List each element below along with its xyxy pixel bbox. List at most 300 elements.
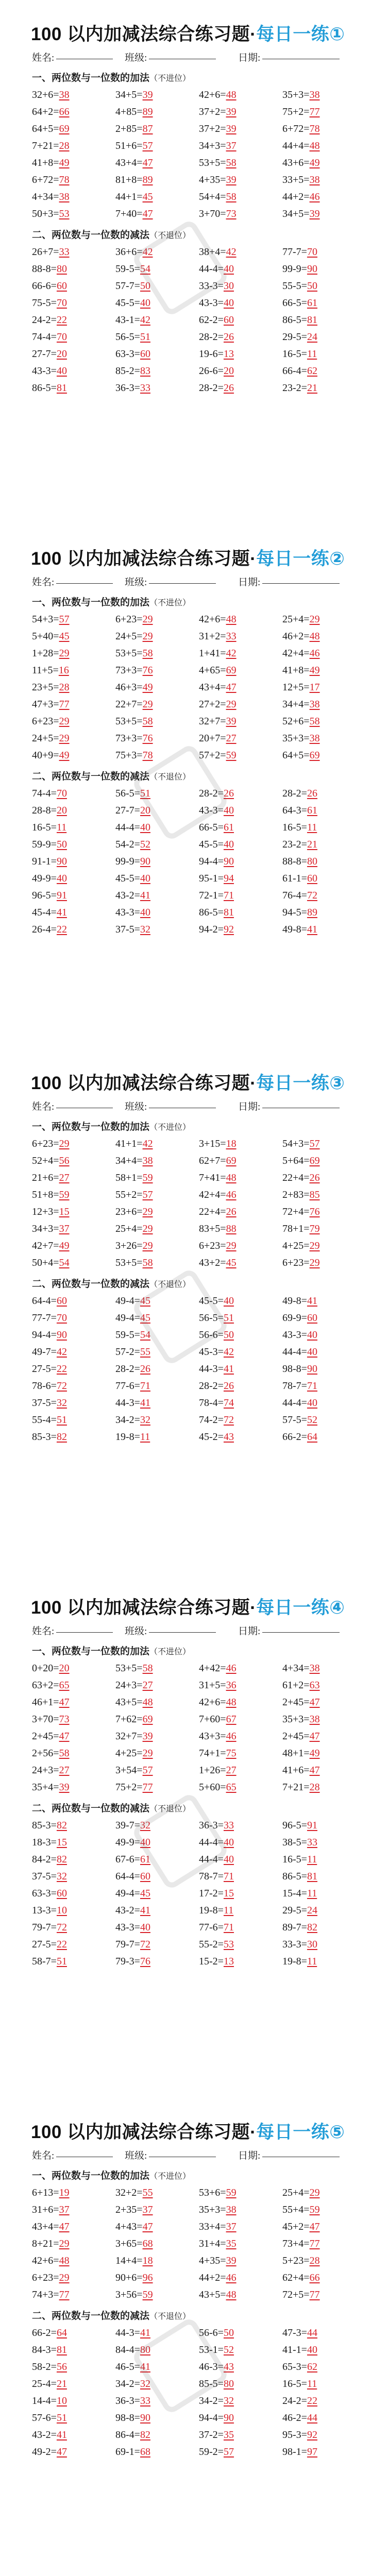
problem-row bbox=[32, 1920, 362, 1935]
problem-expression: 54+4= bbox=[199, 191, 226, 202]
problem-answer: 48 bbox=[226, 2289, 237, 2300]
problem-answer: 29 bbox=[226, 1240, 237, 1251]
problem-answer: 78 bbox=[59, 174, 70, 185]
subtraction-problem bbox=[115, 2444, 193, 2460]
problem-expression: 94-4= bbox=[199, 2412, 224, 2424]
addition-problem bbox=[199, 138, 276, 154]
problem-answer: 87 bbox=[142, 123, 153, 134]
problem-expression: 49-4= bbox=[115, 1312, 140, 1324]
problem-expression: 50+3= bbox=[32, 208, 59, 219]
problem-answer: 45 bbox=[59, 631, 70, 642]
problem-row bbox=[32, 2236, 362, 2251]
problem-answer: 69 bbox=[309, 1155, 320, 1166]
subtraction-problem bbox=[32, 244, 109, 260]
problem-answer: 28 bbox=[309, 2255, 320, 2266]
problem-expression: 28-2= bbox=[199, 382, 224, 394]
problem-expression: 57-6= bbox=[32, 2412, 57, 2424]
problem-expression: 11+5= bbox=[32, 665, 59, 676]
name-field[interactable] bbox=[32, 574, 113, 591]
problem-expression: 43-2= bbox=[115, 890, 140, 901]
problem-expression: 51+8= bbox=[32, 1189, 59, 1200]
problem-answer: 27 bbox=[59, 1765, 70, 1776]
problem-answer: 89 bbox=[307, 907, 317, 918]
problem-answer: 26 bbox=[223, 788, 234, 799]
problem-expression: 34+5= bbox=[282, 208, 310, 219]
problem-expression: 53+5= bbox=[115, 1663, 143, 1674]
problem-expression: 96-5= bbox=[32, 890, 57, 901]
problem-answer: 77 bbox=[59, 2289, 70, 2300]
subtraction-section-note: （不退位） bbox=[149, 2311, 191, 2321]
problem-expression: 27-7= bbox=[32, 348, 57, 360]
problem-answer: 42 bbox=[142, 246, 153, 258]
problem-answer: 51 bbox=[56, 1414, 67, 1426]
problem-answer: 13 bbox=[223, 1956, 234, 1967]
subtraction-problem bbox=[32, 363, 109, 379]
problem-expression: 5+60= bbox=[199, 1782, 226, 1793]
problem-answer: 52 bbox=[140, 839, 150, 850]
problem-answer: 47 bbox=[59, 2221, 70, 2232]
title-main-text: 100 以内加减法综合练习题· bbox=[31, 1073, 257, 1093]
problem-expression: 36-3= bbox=[115, 2395, 140, 2406]
problem-expression: 6+23= bbox=[32, 2272, 59, 2283]
problem-row bbox=[32, 1153, 362, 1168]
subtraction-problem bbox=[199, 2325, 276, 2341]
name-blank-line[interactable] bbox=[56, 2156, 113, 2157]
problem-answer: 49 bbox=[309, 665, 320, 676]
addition-problem bbox=[199, 2270, 276, 2285]
class-blank-line[interactable] bbox=[149, 1632, 216, 1633]
problem-expression: 6+72= bbox=[32, 174, 59, 185]
problem-answer: 80 bbox=[223, 2378, 234, 2389]
addition-problem bbox=[115, 731, 193, 746]
problem-answer: 47 bbox=[309, 1765, 320, 1776]
problem-answer: 58 bbox=[226, 191, 237, 202]
problem-expression: 90+6= bbox=[115, 2272, 143, 2283]
problem-answer: 41 bbox=[140, 890, 150, 901]
subtraction-problem bbox=[199, 2376, 276, 2392]
problem-answer: 38 bbox=[226, 2204, 237, 2215]
name-blank-line[interactable] bbox=[56, 1632, 113, 1633]
subtraction-problem bbox=[115, 922, 193, 937]
subtraction-problem bbox=[115, 363, 193, 379]
problem-answer: 48 bbox=[142, 1697, 153, 1708]
problem-expression: 62+7= bbox=[199, 1155, 226, 1166]
subtraction-problem bbox=[32, 2393, 109, 2409]
problem-answer: 70 bbox=[307, 246, 317, 258]
problem-expression: 19-8= bbox=[115, 1431, 140, 1443]
problem-answer: 32 bbox=[56, 1871, 67, 1882]
problem-answer: 40 bbox=[56, 873, 67, 884]
class-blank-line[interactable] bbox=[149, 58, 216, 59]
subtraction-problem bbox=[32, 1327, 109, 1343]
name-field[interactable] bbox=[32, 49, 113, 67]
date-field[interactable] bbox=[238, 1098, 340, 1116]
problem-answer: 45 bbox=[142, 191, 153, 202]
subtraction-problem bbox=[199, 261, 276, 277]
problem-answer: 40 bbox=[307, 1329, 317, 1341]
problem-expression: 44-3= bbox=[115, 2327, 140, 2338]
problem-answer: 75 bbox=[226, 1748, 237, 1759]
subtraction-problem bbox=[32, 1937, 109, 1952]
subtraction-problem bbox=[282, 244, 360, 260]
subtraction-problem bbox=[32, 1903, 109, 1918]
addition-problem bbox=[282, 172, 360, 188]
problem-expression: 62+4= bbox=[282, 2272, 310, 2283]
problem-answer: 11 bbox=[307, 348, 317, 360]
subtraction-problem bbox=[32, 1920, 109, 1935]
problem-expression: 55-4= bbox=[32, 1414, 57, 1426]
problem-expression: 94-4= bbox=[32, 1329, 57, 1341]
problem-answer: 72 bbox=[56, 1380, 67, 1392]
problem-answer: 58 bbox=[309, 716, 320, 727]
problem-expression: 42+6= bbox=[199, 89, 226, 100]
addition-problem bbox=[199, 748, 276, 763]
subtraction-problem bbox=[115, 2359, 193, 2375]
problem-expression: 66-6= bbox=[32, 280, 57, 292]
date-blank-line[interactable] bbox=[262, 1632, 340, 1633]
problem-row bbox=[32, 1255, 362, 1270]
date-field[interactable] bbox=[238, 574, 340, 591]
problem-answer: 44 bbox=[307, 2327, 317, 2338]
problem-row bbox=[32, 1344, 362, 1360]
problem-answer: 10 bbox=[56, 2395, 67, 2406]
name-label: 姓名: bbox=[32, 1626, 55, 1637]
problem-answer: 28 bbox=[59, 682, 70, 693]
problem-expression: 45-3= bbox=[199, 1346, 224, 1358]
addition-problem bbox=[32, 714, 109, 729]
problem-answer: 37 bbox=[59, 2204, 70, 2215]
problem-answer: 64 bbox=[307, 1431, 317, 1443]
problem-expression: 49-2= bbox=[32, 2446, 57, 2458]
problem-expression: 34+4= bbox=[282, 699, 310, 710]
problem-answer: 26 bbox=[307, 788, 317, 799]
problem-answer: 41 bbox=[56, 907, 67, 918]
problem-expression: 44-3= bbox=[199, 1363, 224, 1375]
subtraction-problem bbox=[32, 1344, 109, 1360]
subtraction-problem bbox=[115, 261, 193, 277]
subtraction-problem bbox=[199, 244, 276, 260]
class-field[interactable] bbox=[125, 2147, 216, 2165]
problem-expression: 4+43= bbox=[115, 2221, 143, 2232]
subtraction-problem bbox=[115, 1378, 193, 1394]
subtraction-problem bbox=[115, 786, 193, 801]
problem-expression: 31+5= bbox=[199, 1680, 226, 1691]
addition-problem bbox=[115, 1711, 193, 1727]
problem-expression: 1+28= bbox=[32, 648, 59, 659]
problem-answer: 45 bbox=[226, 1257, 237, 1268]
problem-answer: 60 bbox=[140, 1871, 150, 1882]
problem-answer: 72 bbox=[140, 1939, 150, 1950]
date-label: 日期: bbox=[238, 1101, 261, 1112]
problem-answer: 52 bbox=[223, 2344, 234, 2355]
problem-expression: 49-4= bbox=[115, 1295, 140, 1307]
problem-expression: 44-4= bbox=[115, 822, 140, 833]
problem-answer: 24 bbox=[307, 331, 317, 343]
subtraction-problem bbox=[199, 312, 276, 328]
problem-answer: 46 bbox=[226, 1189, 237, 1200]
addition-problem bbox=[115, 1221, 193, 1236]
date-blank-line[interactable] bbox=[262, 583, 340, 584]
addition-problem bbox=[32, 121, 109, 137]
addition-problem bbox=[199, 1136, 276, 1151]
subtraction-problem bbox=[282, 1869, 360, 1884]
subtraction-problem bbox=[32, 2427, 109, 2443]
problem-answer: 26 bbox=[309, 1172, 320, 1183]
addition-problem bbox=[282, 1204, 360, 1219]
problem-row bbox=[32, 1852, 362, 1867]
problem-answer: 47 bbox=[59, 1697, 70, 1708]
problem-expression: 35+3= bbox=[199, 2204, 226, 2215]
addition-problem bbox=[115, 2219, 193, 2234]
problem-expression: 94-5= bbox=[282, 907, 307, 918]
subtraction-problem bbox=[32, 2376, 109, 2392]
problem-answer: 11 bbox=[307, 822, 317, 833]
subtraction-problem bbox=[282, 1429, 360, 1445]
problem-answer: 51 bbox=[56, 1956, 67, 1967]
problem-expression: 26+7= bbox=[32, 246, 59, 258]
problem-expression: 2+83= bbox=[282, 1189, 310, 1200]
problem-expression: 7+21= bbox=[32, 140, 59, 151]
problem-expression: 4+85= bbox=[115, 106, 143, 117]
subtraction-problem bbox=[115, 1937, 193, 1952]
subtraction-problem bbox=[115, 2376, 193, 2392]
problem-expression: 46+1= bbox=[32, 1697, 59, 1708]
subtraction-section-note: （不退位） bbox=[149, 772, 191, 782]
problem-answer: 85 bbox=[309, 1189, 320, 1200]
problem-answer: 41 bbox=[140, 2327, 150, 2338]
problem-answer: 59 bbox=[309, 2204, 320, 2215]
problem-expression: 58-7= bbox=[32, 1956, 57, 1967]
subtraction-problem bbox=[282, 2342, 360, 2358]
problem-answer: 18 bbox=[226, 1138, 237, 1149]
problem-row bbox=[32, 680, 362, 695]
addition-problem bbox=[199, 646, 276, 661]
class-blank-line[interactable] bbox=[149, 1107, 216, 1108]
subtraction-problem bbox=[282, 905, 360, 920]
problem-answer: 33 bbox=[307, 1837, 317, 1848]
problem-row bbox=[32, 2253, 362, 2268]
problem-answer: 15 bbox=[56, 1837, 67, 1848]
problem-expression: 23-2= bbox=[282, 839, 307, 850]
subtraction-problem bbox=[115, 1395, 193, 1411]
class-label: 班级: bbox=[125, 2150, 147, 2161]
addition-problem bbox=[115, 1136, 193, 1151]
problem-expression: 57-5= bbox=[282, 1414, 307, 1426]
problem-answer: 30 bbox=[223, 280, 234, 292]
subtraction-problem bbox=[115, 1903, 193, 1918]
problem-answer: 30 bbox=[307, 1939, 317, 1950]
problem-expression: 14-4= bbox=[32, 2395, 57, 2406]
subtraction-problem bbox=[32, 1886, 109, 1901]
subtraction-problem bbox=[199, 363, 276, 379]
subtraction-problem bbox=[282, 1818, 360, 1833]
problem-expression: 86-5= bbox=[32, 382, 57, 394]
problem-row bbox=[32, 731, 362, 746]
problem-answer: 22 bbox=[56, 1939, 67, 1950]
problem-answer: 46 bbox=[309, 648, 320, 659]
addition-problem bbox=[115, 1153, 193, 1168]
problem-expression: 15-2= bbox=[199, 1956, 224, 1967]
subtraction-problem bbox=[199, 871, 276, 886]
problem-expression: 2+85= bbox=[115, 123, 143, 134]
date-field[interactable] bbox=[238, 49, 340, 67]
problem-answer: 38 bbox=[309, 174, 320, 185]
addition-problem bbox=[32, 87, 109, 103]
problem-answer: 11 bbox=[307, 1956, 317, 1967]
subtraction-section-label: 二、两位数与一位数的减法 bbox=[32, 1803, 150, 1814]
problem-answer: 46 bbox=[226, 2272, 237, 2283]
problem-expression: 41+8= bbox=[32, 157, 59, 168]
problem-answer: 21 bbox=[307, 839, 317, 850]
problem-expression: 40+9= bbox=[32, 750, 59, 761]
subtraction-problem bbox=[32, 1835, 109, 1850]
subtraction-problem bbox=[282, 786, 360, 801]
class-field[interactable] bbox=[125, 574, 216, 591]
problem-expression: 44+2= bbox=[199, 2272, 226, 2283]
problem-answer: 54 bbox=[140, 263, 150, 275]
problem-answer: 59 bbox=[226, 2187, 237, 2198]
problem-expression: 34+5= bbox=[115, 89, 143, 100]
subtraction-problem bbox=[32, 2342, 109, 2358]
problem-answer: 27 bbox=[226, 733, 237, 744]
problem-expression: 21+6= bbox=[32, 1172, 59, 1183]
name-field[interactable] bbox=[32, 2147, 113, 2165]
subtraction-problem bbox=[115, 1835, 193, 1850]
problem-answer: 90 bbox=[56, 1329, 67, 1341]
subtraction-problem bbox=[282, 1327, 360, 1343]
problem-row bbox=[32, 1170, 362, 1185]
class-field[interactable] bbox=[125, 1623, 216, 1640]
problem-expression: 61-1= bbox=[282, 873, 307, 884]
name-field[interactable] bbox=[32, 1098, 113, 1116]
subtraction-problem bbox=[115, 1954, 193, 1969]
addition-problem bbox=[199, 680, 276, 695]
subtraction-problem bbox=[115, 905, 193, 920]
problem-row bbox=[32, 1711, 362, 1727]
subtraction-problem bbox=[282, 2376, 360, 2392]
worksheet-page bbox=[0, 1573, 371, 2098]
problem-expression: 36+6= bbox=[115, 246, 143, 258]
problem-answer: 33 bbox=[140, 382, 150, 394]
subtraction-problem bbox=[115, 1920, 193, 1935]
problem-answer: 44 bbox=[307, 2412, 317, 2424]
addition-problem bbox=[282, 646, 360, 661]
problem-expression: 64+5= bbox=[282, 750, 310, 761]
problem-answer: 29 bbox=[142, 1206, 153, 1217]
problem-expression: 66-4= bbox=[282, 365, 307, 377]
problem-expression: 95-1= bbox=[199, 873, 224, 884]
addition-problem bbox=[115, 2202, 193, 2217]
problem-row bbox=[32, 329, 362, 345]
date-blank-line[interactable] bbox=[262, 2156, 340, 2157]
subtraction-problem bbox=[32, 905, 109, 920]
problem-answer: 71 bbox=[307, 1380, 317, 1392]
addition-section-title bbox=[32, 595, 191, 610]
addition-problem bbox=[32, 138, 109, 154]
problem-expression: 4+34= bbox=[282, 1663, 310, 1674]
problem-answer: 77 bbox=[309, 2238, 320, 2249]
problem-answer: 53 bbox=[223, 1939, 234, 1950]
problem-expression: 45-2= bbox=[199, 1431, 224, 1443]
problem-expression: 44-3= bbox=[115, 1397, 140, 1409]
problem-expression: 24-2= bbox=[282, 2395, 307, 2406]
subtraction-problem bbox=[32, 1954, 109, 1969]
problem-answer: 79 bbox=[309, 1223, 320, 1234]
problem-answer: 32 bbox=[223, 2395, 234, 2406]
problem-expression: 41-1= bbox=[282, 2344, 307, 2355]
problem-answer: 41 bbox=[140, 2361, 150, 2372]
problem-expression: 85-3= bbox=[32, 1431, 57, 1443]
subtraction-problem bbox=[199, 1886, 276, 1901]
problem-answer: 47 bbox=[59, 1731, 70, 1742]
addition-problem bbox=[115, 104, 193, 120]
date-field[interactable] bbox=[238, 2147, 340, 2165]
problem-answer: 46 bbox=[309, 191, 320, 202]
date-field[interactable] bbox=[238, 1623, 340, 1640]
problem-answer: 45 bbox=[140, 1295, 150, 1307]
addition-problem bbox=[282, 731, 360, 746]
addition-section-title bbox=[32, 1119, 191, 1134]
problem-row bbox=[32, 2270, 362, 2285]
name-blank-line[interactable] bbox=[56, 583, 113, 584]
problem-row bbox=[32, 748, 362, 763]
problem-answer: 38 bbox=[59, 191, 70, 202]
problem-expression: 86-5= bbox=[199, 907, 224, 918]
problem-answer: 72 bbox=[223, 1414, 234, 1426]
name-blank-line[interactable] bbox=[56, 1107, 113, 1108]
problem-expression: 59-9= bbox=[32, 839, 57, 850]
problem-expression: 45+2= bbox=[282, 2221, 310, 2232]
problem-answer: 40 bbox=[223, 297, 234, 309]
name-blank-line[interactable] bbox=[56, 58, 113, 59]
name-field[interactable] bbox=[32, 1623, 113, 1640]
problem-answer: 91 bbox=[56, 890, 67, 901]
problem-answer: 69 bbox=[309, 750, 320, 761]
problem-row bbox=[32, 1429, 362, 1445]
problem-answer: 88 bbox=[226, 1223, 237, 1234]
problem-expression: 33+5= bbox=[282, 174, 310, 185]
problem-expression: 3+70= bbox=[199, 208, 226, 219]
problem-expression: 33+4= bbox=[199, 2221, 226, 2232]
problem-expression: 52+6= bbox=[282, 716, 310, 727]
problem-row bbox=[32, 1361, 362, 1377]
problem-expression: 46-3= bbox=[199, 2361, 224, 2372]
date-blank-line[interactable] bbox=[262, 1107, 340, 1108]
class-blank-line[interactable] bbox=[149, 2156, 216, 2157]
problem-row bbox=[32, 922, 362, 937]
addition-problem bbox=[32, 2236, 109, 2251]
problem-expression: 77-7= bbox=[32, 1312, 57, 1324]
problem-expression: 22+7= bbox=[115, 699, 143, 710]
title-daily-practice: 每日一练① bbox=[256, 24, 345, 44]
class-field[interactable] bbox=[125, 1098, 216, 1116]
addition-problem bbox=[32, 748, 109, 763]
problem-row bbox=[32, 121, 362, 137]
date-blank-line[interactable] bbox=[262, 58, 340, 59]
problem-expression: 50+4= bbox=[32, 1257, 59, 1268]
addition-problem bbox=[199, 2236, 276, 2251]
addition-problem bbox=[32, 1780, 109, 1795]
class-field[interactable] bbox=[125, 49, 216, 67]
addition-problem bbox=[115, 2287, 193, 2302]
addition-problem bbox=[32, 663, 109, 678]
problem-answer: 60 bbox=[56, 1295, 67, 1307]
problem-row bbox=[32, 1869, 362, 1884]
problem-answer: 41 bbox=[140, 1905, 150, 1916]
problem-row bbox=[32, 312, 362, 328]
addition-section-note: （不进位） bbox=[149, 598, 191, 607]
class-blank-line[interactable] bbox=[149, 583, 216, 584]
